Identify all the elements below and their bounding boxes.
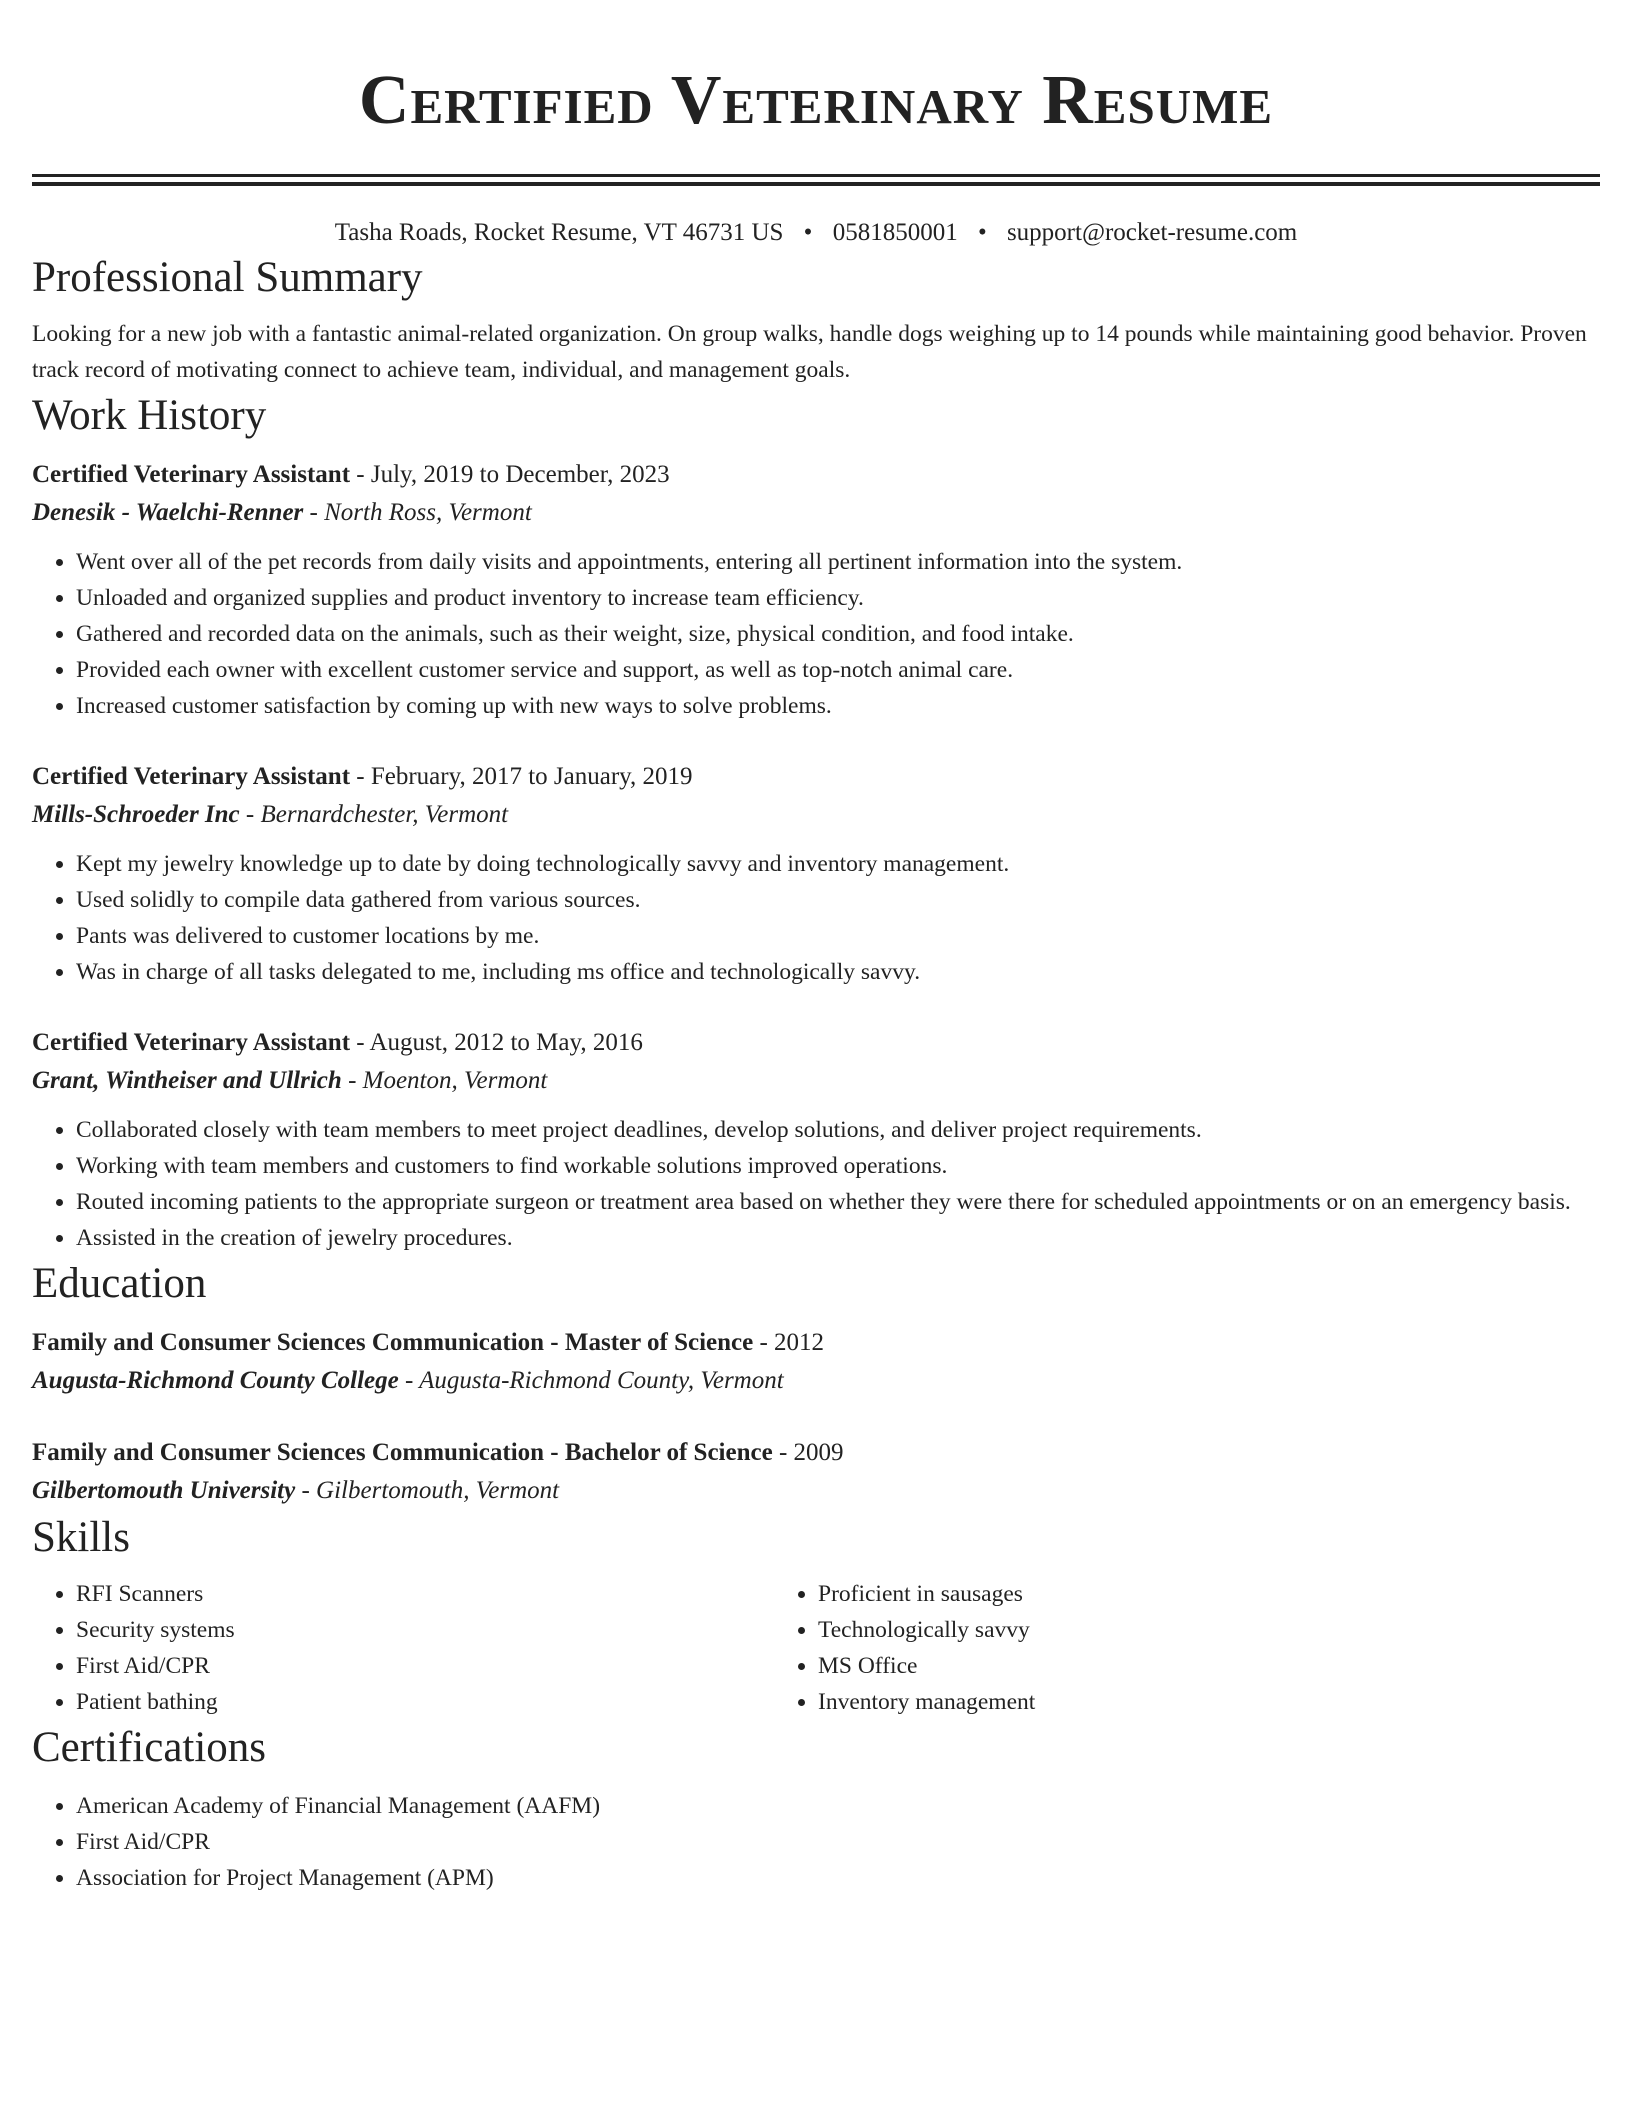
skill-item: • Technologically savvy <box>818 1612 1516 1648</box>
degree-name: Family and Consumer Sciences Communication - Master of Science <box>32 1329 754 1356</box>
job-entry <box>32 456 1600 724</box>
employer-line <box>32 494 1600 532</box>
school-line <box>32 1362 1600 1400</box>
contact-separator: • <box>977 219 987 246</box>
skill-item: • First Aid/CPR <box>76 1648 774 1684</box>
school-name: Augusta-Richmond County College <box>32 1367 399 1394</box>
job-dates: - July, 2019 to December, 2023 <box>350 461 670 488</box>
degree-year: - 2009 <box>772 1439 844 1466</box>
school-line <box>32 1472 1600 1510</box>
school-name: Gilbertomouth University <box>32 1477 296 1504</box>
school-location: - Gilbertomouth, Vermont <box>295 1477 560 1504</box>
education-heading: Education <box>32 1260 207 1307</box>
job-title: Certified Veterinary Assistant <box>32 1029 351 1056</box>
skills-column-left <box>32 1576 774 1720</box>
contact-separator: • <box>803 219 813 246</box>
skill-item: • RFI Scanners <box>76 1576 774 1612</box>
certification-item: • First Aid/CPR <box>76 1824 1600 1860</box>
job-title-line <box>32 1024 1600 1062</box>
education-entry <box>32 1434 1600 1510</box>
certifications-heading: Certifications <box>32 1724 267 1771</box>
job-duties <box>32 544 1600 724</box>
employer-name: Mills-Schroeder Inc <box>32 801 240 828</box>
list-item: • Pants was delivered to customer locations by me. <box>76 918 1600 954</box>
employer-line <box>32 796 1600 834</box>
job-duties <box>32 846 1600 990</box>
list-item: • Unloaded and organized supplies and product inventory to increase team efficiency. <box>76 580 1600 616</box>
certifications-list <box>32 1788 1600 1896</box>
skill-item: • Patient bathing <box>76 1684 774 1720</box>
job-entry <box>32 1024 1600 1256</box>
employer-location: - North Ross, Vermont <box>303 499 532 526</box>
employer-location: - Moenton, Vermont <box>341 1067 548 1094</box>
list-item: • Collaborated closely with team members to meet project deadlines, develop solutions, and deliver project requirements. <box>76 1112 1600 1148</box>
job-title-line <box>32 456 1600 494</box>
list-item: • Kept my jewelry knowledge up to date by doing technologically savvy and inventory management. <box>76 846 1600 882</box>
contact-email: support@rocket-resume.com <box>1006 219 1298 246</box>
employer-line <box>32 1062 1600 1100</box>
summary-heading: Professional Summary <box>32 254 423 301</box>
list-item: • Was in charge of all tasks delegated to me, including ms office and technologically savvy. <box>76 954 1600 990</box>
job-dates: - February, 2017 to January, 2019 <box>350 763 693 790</box>
contact-address: Tasha Roads, Rocket Resume, VT 46731 US <box>334 219 784 246</box>
list-item: • Provided each owner with excellent customer service and support, as well as top-notch animal care. <box>76 652 1600 688</box>
employer-name: Grant, Wintheiser and Ullrich <box>32 1067 342 1094</box>
list-item: • Gathered and recorded data on the animals, such as their weight, size, physical condition, and food intake. <box>76 616 1600 652</box>
list-item: • Working with team members and customers to find workable solutions improved operations. <box>76 1148 1600 1184</box>
job-duties <box>32 1112 1600 1256</box>
list-item: • Routed incoming patients to the appropriate surgeon or treatment area based on whether they were there for scheduled appointments or on an emergency basis. <box>76 1184 1600 1220</box>
job-title: Certified Veterinary Assistant <box>32 763 351 790</box>
employer-location: - Bernardchester, Vermont <box>239 801 509 828</box>
work-history-heading: Work History <box>32 392 267 439</box>
employer-name: Denesik - Waelchi-Renner <box>32 499 304 526</box>
list-item: • Assisted in the creation of jewelry procedures. <box>76 1220 1600 1256</box>
degree-year: - 2012 <box>753 1329 825 1356</box>
summary-text: Looking for a new job with a fantastic animal-related organization. On group walks, handle dogs weighing up to 14 pounds while maintaining good behavior. Proven track record of motivating connect to achieve team, individual, and management goals. <box>32 321 1587 383</box>
school-location: - Augusta-Richmond County, Vermont <box>398 1367 784 1394</box>
list-item: • Used solidly to compile data gathered from various sources. <box>76 882 1600 918</box>
skill-item: • Proficient in sausages <box>818 1576 1516 1612</box>
degree-line <box>32 1324 1600 1362</box>
certification-item: • Association for Project Management (APM) <box>76 1860 1600 1896</box>
list-item: • Went over all of the pet records from daily visits and appointments, entering all pertinent information into the system. <box>76 544 1600 580</box>
job-entry <box>32 758 1600 990</box>
skill-item: • MS Office <box>818 1648 1516 1684</box>
job-title-line <box>32 758 1600 796</box>
certification-item: • American Academy of Financial Management (AAFM) <box>76 1788 1600 1824</box>
education-entry <box>32 1324 1600 1400</box>
resume-title: Certified Veterinary Resume <box>358 62 1274 139</box>
resume-page <box>32 0 1600 1896</box>
list-item: • Increased customer satisfaction by coming up with new ways to solve problems. <box>76 688 1600 724</box>
skill-item: • Inventory management <box>818 1684 1516 1720</box>
skills-list <box>32 1576 1600 1720</box>
contact-line <box>32 216 1600 250</box>
skill-item: • Security systems <box>76 1612 774 1648</box>
degree-name: Family and Consumer Sciences Communication - Bachelor of Science <box>32 1439 773 1466</box>
degree-line <box>32 1434 1600 1472</box>
title-divider <box>32 174 1600 186</box>
job-dates: - August, 2012 to May, 2016 <box>350 1029 643 1056</box>
contact-phone: 0581850001 <box>832 219 958 246</box>
job-title: Certified Veterinary Assistant <box>32 461 351 488</box>
skills-column-right <box>774 1576 1516 1720</box>
skills-heading: Skills <box>32 1514 130 1561</box>
